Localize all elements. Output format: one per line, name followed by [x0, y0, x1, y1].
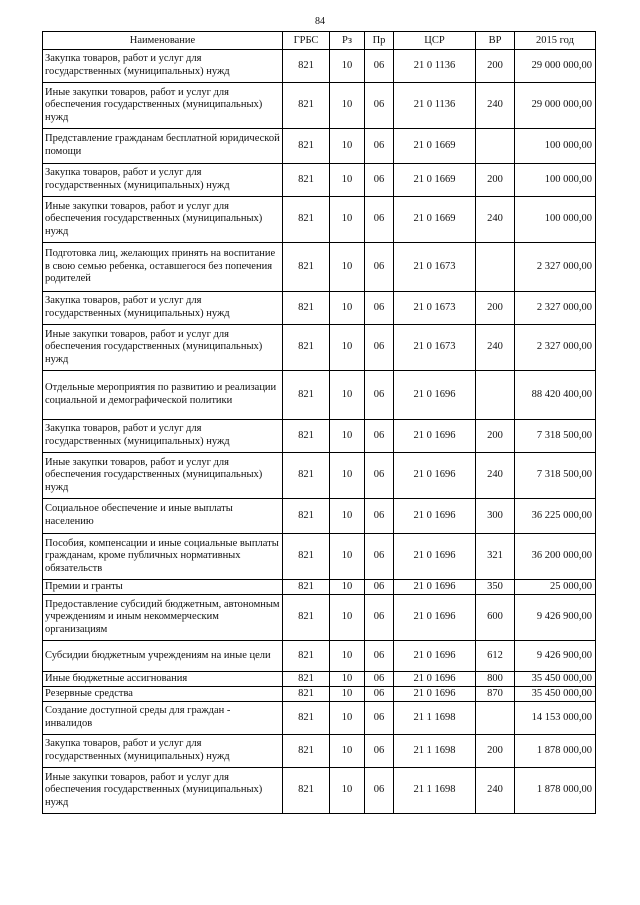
row-name: Закупка товаров, работ и услуг для государственных (муниципальных) нужд: [43, 735, 283, 768]
row-amount: 100 000,00: [515, 164, 596, 197]
table-row: [43, 420, 596, 453]
header-pr: Пр: [365, 32, 394, 50]
row-vr: 240: [476, 768, 515, 814]
row-rz: 10: [330, 420, 365, 453]
table-row: [43, 83, 596, 129]
row-name: Закупка товаров, работ и услуг для государственных (муниципальных) нужд: [43, 420, 283, 453]
row-grbs: 821: [283, 534, 330, 580]
row-grbs: 821: [283, 702, 330, 735]
row-name: Социальное обеспечение и иные выплаты населению: [43, 499, 283, 534]
row-pr: 06: [365, 735, 394, 768]
row-csr: 21 0 1696: [394, 371, 476, 420]
row-pr: 06: [365, 50, 394, 83]
row-amount: 88 420 400,00: [515, 371, 596, 420]
row-grbs: 821: [283, 735, 330, 768]
row-amount: 7 318 500,00: [515, 420, 596, 453]
row-csr: 21 0 1696: [394, 534, 476, 580]
row-name: Иные закупки товаров, работ и услуг для обеспечения государственных (муниципальных) нужд: [43, 83, 283, 129]
row-vr: 200: [476, 420, 515, 453]
row-csr: 21 1 1698: [394, 702, 476, 735]
row-name: Закупка товаров, работ и услуг для государственных (муниципальных) нужд: [43, 50, 283, 83]
budget-table: [42, 31, 596, 814]
row-grbs: 821: [283, 595, 330, 641]
row-pr: 06: [365, 768, 394, 814]
row-vr: [476, 702, 515, 735]
row-pr: 06: [365, 292, 394, 325]
row-grbs: 821: [283, 197, 330, 243]
row-amount: 2 327 000,00: [515, 325, 596, 371]
row-amount: 9 426 900,00: [515, 641, 596, 672]
row-amount: 29 000 000,00: [515, 83, 596, 129]
table-row: [43, 641, 596, 672]
table-row: [43, 735, 596, 768]
row-name: Предоставление субсидий бюджетным, автономным учреждениям и иным некоммерческим организациям: [43, 595, 283, 641]
row-name: Отдельные мероприятия по развитию и реализации социальной и демографической политики: [43, 371, 283, 420]
row-csr: 21 0 1669: [394, 164, 476, 197]
row-rz: 10: [330, 197, 365, 243]
table-row: [43, 371, 596, 420]
row-amount: 36 225 000,00: [515, 499, 596, 534]
table-row: [43, 292, 596, 325]
row-amount: 2 327 000,00: [515, 292, 596, 325]
row-grbs: 821: [283, 420, 330, 453]
row-amount: 2 327 000,00: [515, 243, 596, 292]
row-rz: 10: [330, 735, 365, 768]
row-grbs: 821: [283, 83, 330, 129]
row-rz: 10: [330, 50, 365, 83]
row-name: Представление гражданам бесплатной юридической помощи: [43, 129, 283, 164]
table-row: [43, 595, 596, 641]
table-row: [43, 453, 596, 499]
row-rz: 10: [330, 453, 365, 499]
row-csr: 21 0 1696: [394, 499, 476, 534]
row-csr: 21 0 1673: [394, 292, 476, 325]
row-pr: 06: [365, 641, 394, 672]
row-pr: 06: [365, 453, 394, 499]
row-amount: 1 878 000,00: [515, 735, 596, 768]
row-pr: 06: [365, 243, 394, 292]
row-pr: 06: [365, 371, 394, 420]
row-vr: 240: [476, 83, 515, 129]
table-row: [43, 768, 596, 814]
row-rz: 10: [330, 83, 365, 129]
table-row: [43, 325, 596, 371]
row-vr: 240: [476, 453, 515, 499]
table-row: [43, 534, 596, 580]
row-csr: 21 0 1696: [394, 580, 476, 595]
row-grbs: 821: [283, 129, 330, 164]
row-amount: 36 200 000,00: [515, 534, 596, 580]
row-vr: 200: [476, 164, 515, 197]
header-year: 2015 год: [515, 32, 596, 50]
row-name: Закупка товаров, работ и услуг для государственных (муниципальных) нужд: [43, 292, 283, 325]
header-rz: Рз: [330, 32, 365, 50]
table-body: [43, 50, 596, 814]
header-grbs: ГРБС: [283, 32, 330, 50]
row-vr: 200: [476, 50, 515, 83]
row-name: Создание доступной среды для граждан - инвалидов: [43, 702, 283, 735]
table-row: [43, 687, 596, 702]
row-vr: 300: [476, 499, 515, 534]
row-vr: 240: [476, 197, 515, 243]
row-amount: 100 000,00: [515, 197, 596, 243]
row-vr: [476, 243, 515, 292]
header-vr: ВР: [476, 32, 515, 50]
row-rz: 10: [330, 325, 365, 371]
row-csr: 21 0 1669: [394, 197, 476, 243]
row-grbs: 821: [283, 292, 330, 325]
row-csr: 21 0 1673: [394, 325, 476, 371]
row-grbs: 821: [283, 672, 330, 687]
row-rz: 10: [330, 292, 365, 325]
row-rz: 10: [330, 129, 365, 164]
row-rz: 10: [330, 580, 365, 595]
table-header-row: [43, 32, 596, 50]
row-pr: 06: [365, 197, 394, 243]
row-rz: 10: [330, 641, 365, 672]
row-amount: 14 153 000,00: [515, 702, 596, 735]
row-rz: 10: [330, 534, 365, 580]
row-rz: 10: [330, 164, 365, 197]
row-amount: 35 450 000,00: [515, 672, 596, 687]
row-vr: 240: [476, 325, 515, 371]
table-row: [43, 580, 596, 595]
row-pr: 06: [365, 164, 394, 197]
table-row: [43, 702, 596, 735]
row-pr: 06: [365, 580, 394, 595]
row-vr: 321: [476, 534, 515, 580]
row-pr: 06: [365, 672, 394, 687]
row-vr: 612: [476, 641, 515, 672]
row-pr: 06: [365, 129, 394, 164]
row-grbs: 821: [283, 325, 330, 371]
table-row: [43, 164, 596, 197]
row-csr: 21 0 1696: [394, 595, 476, 641]
row-name: Иные закупки товаров, работ и услуг для обеспечения государственных (муниципальных) нужд: [43, 325, 283, 371]
row-name: Подготовка лиц, желающих принять на воспитание в свою семью ребенка, оставшегося без попечения родителей: [43, 243, 283, 292]
row-vr: [476, 129, 515, 164]
row-amount: 35 450 000,00: [515, 687, 596, 702]
row-vr: [476, 371, 515, 420]
row-name: Иные закупки товаров, работ и услуг для обеспечения государственных (муниципальных) нужд: [43, 197, 283, 243]
row-name: Закупка товаров, работ и услуг для государственных (муниципальных) нужд: [43, 164, 283, 197]
row-csr: 21 0 1696: [394, 672, 476, 687]
row-pr: 06: [365, 83, 394, 129]
row-amount: 100 000,00: [515, 129, 596, 164]
row-grbs: 821: [283, 50, 330, 83]
row-grbs: 821: [283, 641, 330, 672]
row-grbs: 821: [283, 164, 330, 197]
row-rz: 10: [330, 768, 365, 814]
row-rz: 10: [330, 371, 365, 420]
row-vr: 200: [476, 292, 515, 325]
row-name: Резервные средства: [43, 687, 283, 702]
row-grbs: 821: [283, 453, 330, 499]
row-csr: 21 1 1698: [394, 735, 476, 768]
row-amount: 7 318 500,00: [515, 453, 596, 499]
row-name: Иные закупки товаров, работ и услуг для обеспечения государственных (муниципальных) нужд: [43, 453, 283, 499]
row-rz: 10: [330, 499, 365, 534]
table-row: [43, 50, 596, 83]
row-csr: 21 0 1136: [394, 50, 476, 83]
row-amount: 29 000 000,00: [515, 50, 596, 83]
row-vr: 600: [476, 595, 515, 641]
row-vr: 200: [476, 735, 515, 768]
table-row: [43, 129, 596, 164]
table-row: [43, 197, 596, 243]
row-vr: 800: [476, 672, 515, 687]
row-amount: 25 000,00: [515, 580, 596, 595]
page-number: 84: [315, 16, 325, 27]
row-csr: 21 1 1698: [394, 768, 476, 814]
row-pr: 06: [365, 420, 394, 453]
row-pr: 06: [365, 687, 394, 702]
table-row: [43, 499, 596, 534]
row-rz: 10: [330, 672, 365, 687]
row-csr: 21 0 1696: [394, 641, 476, 672]
row-csr: 21 0 1696: [394, 687, 476, 702]
row-pr: 06: [365, 499, 394, 534]
row-name: Иные закупки товаров, работ и услуг для обеспечения государственных (муниципальных) нужд: [43, 768, 283, 814]
row-name: Премии и гранты: [43, 580, 283, 595]
row-pr: 06: [365, 534, 394, 580]
row-csr: 21 0 1696: [394, 453, 476, 499]
row-vr: 870: [476, 687, 515, 702]
row-grbs: 821: [283, 580, 330, 595]
row-rz: 10: [330, 687, 365, 702]
row-grbs: 821: [283, 499, 330, 534]
row-name: Пособия, компенсации и иные социальные выплаты гражданам, кроме публичных нормативных обязательств: [43, 534, 283, 580]
row-pr: 06: [365, 702, 394, 735]
row-rz: 10: [330, 243, 365, 292]
table-row: [43, 672, 596, 687]
row-csr: 21 0 1696: [394, 420, 476, 453]
row-vr: 350: [476, 580, 515, 595]
row-csr: 21 0 1136: [394, 83, 476, 129]
header-name: Наименование: [43, 32, 283, 50]
row-rz: 10: [330, 595, 365, 641]
row-grbs: 821: [283, 243, 330, 292]
row-pr: 06: [365, 325, 394, 371]
table-row: [43, 243, 596, 292]
row-amount: 1 878 000,00: [515, 768, 596, 814]
row-name: Субсидии бюджетным учреждениям на иные цели: [43, 641, 283, 672]
row-grbs: 821: [283, 768, 330, 814]
row-grbs: 821: [283, 687, 330, 702]
row-csr: 21 0 1673: [394, 243, 476, 292]
row-csr: 21 0 1669: [394, 129, 476, 164]
row-name: Иные бюджетные ассигнования: [43, 672, 283, 687]
header-csr: ЦСР: [394, 32, 476, 50]
row-grbs: 821: [283, 371, 330, 420]
row-pr: 06: [365, 595, 394, 641]
row-amount: 9 426 900,00: [515, 595, 596, 641]
row-rz: 10: [330, 702, 365, 735]
